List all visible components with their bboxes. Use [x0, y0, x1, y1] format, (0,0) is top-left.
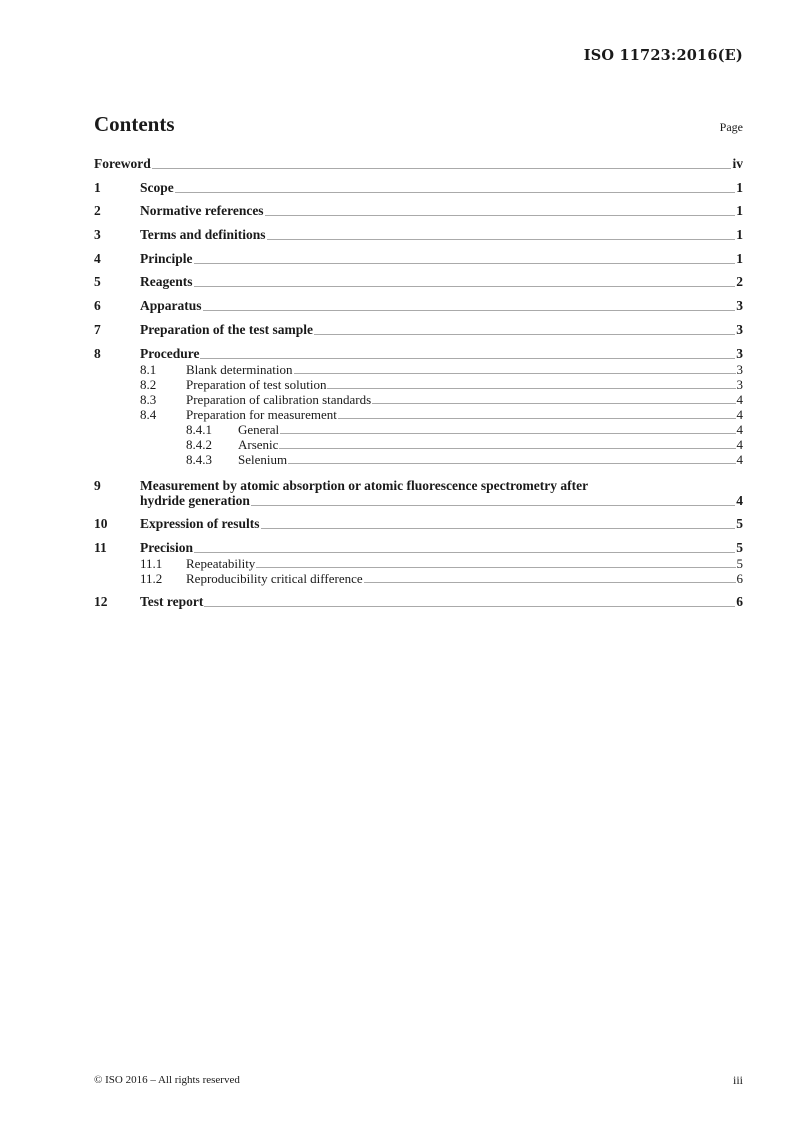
toc-entry-procedure[interactable]	[94, 346, 743, 362]
toc-entry-test-report[interactable]	[94, 594, 743, 610]
toc-title: Preparation for measurement	[186, 406, 337, 422]
toc-leader	[280, 433, 735, 434]
toc-leader	[251, 505, 735, 506]
toc-number: 8.1	[140, 361, 157, 377]
toc-page: 3	[736, 321, 743, 337]
toc-leader	[256, 567, 735, 568]
toc-leader	[194, 286, 736, 287]
toc-title-line1: Measurement by atomic absorption or atomic fluorescence spectrometry after	[140, 477, 589, 493]
toc-entry-blank-determination[interactable]	[94, 362, 743, 377]
toc-page: 4	[736, 451, 743, 467]
toc-leader	[203, 310, 736, 311]
table-of-contents	[94, 156, 743, 610]
toc-title: Test report	[140, 593, 204, 609]
toc-page: 3	[736, 345, 743, 361]
toc-title: Apparatus	[140, 298, 202, 314]
toc-entry-terms-and-definitions[interactable]	[94, 227, 743, 243]
toc-page: 3	[736, 376, 743, 392]
toc-number: 11.1	[140, 555, 163, 571]
toc-page: 6	[736, 593, 743, 609]
toc-page: 4	[736, 493, 743, 508]
toc-entry-apparatus[interactable]	[94, 298, 743, 314]
toc-number: 9	[94, 477, 101, 493]
toc-leader	[175, 192, 736, 193]
copyright-notice: © ISO 2016 – All rights reserved	[94, 1074, 240, 1086]
toc-number: 3	[94, 227, 101, 243]
toc-entry-normative-references[interactable]	[94, 203, 743, 219]
toc-entry-preparation-of-test-sample[interactable]	[94, 322, 743, 338]
toc-page: 4	[736, 391, 743, 407]
toc-title: Reproducibility critical difference	[186, 570, 363, 586]
toc-leader	[288, 463, 735, 464]
toc-leader	[364, 582, 736, 583]
toc-entry-expression-of-results[interactable]	[94, 516, 743, 532]
toc-page: 1	[736, 250, 743, 266]
toc-page: 1	[736, 203, 743, 219]
toc-leader	[294, 373, 736, 374]
toc-entry-measurement[interactable]	[94, 478, 743, 509]
toc-number: 1	[94, 179, 101, 195]
toc-page: 5	[736, 516, 743, 532]
toc-entry-selenium[interactable]	[94, 452, 743, 467]
toc-entry-preparation-of-calibration-standards[interactable]	[94, 392, 743, 407]
toc-page: 6	[736, 570, 743, 586]
toc-leader	[261, 528, 736, 529]
toc-page: 5	[736, 539, 743, 555]
toc-title: Expression of results	[140, 516, 260, 532]
toc-page: 4	[736, 421, 743, 437]
toc-title: Repeatability	[186, 555, 256, 571]
toc-number: 8.3	[140, 391, 157, 407]
toc-number: 8.4	[140, 406, 157, 422]
toc-title: Preparation of the test sample	[140, 321, 313, 337]
toc-number: 8.4.3	[186, 451, 212, 467]
toc-entry-reproducibility-critical-difference[interactable]	[94, 571, 743, 586]
toc-number: 8.2	[140, 376, 157, 392]
toc-title: Selenium	[238, 451, 288, 467]
toc-number: 10	[94, 516, 108, 532]
toc-leader	[204, 606, 735, 607]
toc-number: 6	[94, 298, 101, 314]
document-id: ISO 11723:2016(E)	[583, 47, 743, 64]
toc-number: 11.2	[140, 570, 163, 586]
toc-number: 11	[94, 539, 107, 555]
toc-page: 4	[736, 436, 743, 452]
toc-entry-general[interactable]	[94, 422, 743, 437]
toc-title: Preparation of calibration standards	[186, 391, 372, 407]
toc-leader	[152, 168, 732, 169]
toc-entry-foreword[interactable]	[94, 156, 743, 172]
toc-entry-repeatability[interactable]	[94, 556, 743, 571]
toc-title: Reagents	[140, 274, 193, 290]
toc-title: Foreword	[94, 156, 151, 171]
toc-page: 3	[736, 298, 743, 314]
toc-entry-scope[interactable]	[94, 180, 743, 196]
toc-leader	[194, 552, 735, 553]
toc-leader	[314, 334, 735, 335]
toc-page: iv	[732, 156, 743, 171]
toc-page: 1	[736, 227, 743, 243]
toc-leader	[338, 418, 736, 419]
toc-leader	[279, 448, 735, 449]
toc-title: Scope	[140, 179, 174, 195]
toc-number: 7	[94, 321, 101, 337]
toc-entry-reagents[interactable]	[94, 274, 743, 290]
toc-title: Principle	[140, 250, 193, 266]
toc-page: 5	[736, 555, 743, 571]
toc-title: Blank determination	[186, 361, 293, 377]
toc-title: General	[238, 421, 280, 437]
toc-title: Procedure	[140, 345, 200, 361]
toc-title: Terms and definitions	[140, 227, 266, 243]
toc-entry-principle[interactable]	[94, 251, 743, 267]
toc-page: 1	[736, 179, 743, 195]
toc-leader	[265, 215, 736, 216]
toc-leader	[200, 358, 735, 359]
page-title: Contents	[94, 112, 175, 136]
toc-number: 4	[94, 250, 101, 266]
toc-leader	[327, 388, 735, 389]
toc-entry-preparation-of-test-solution[interactable]	[94, 377, 743, 392]
toc-page: 4	[736, 406, 743, 422]
page-number: iii	[732, 1073, 743, 1087]
toc-entry-precision[interactable]	[94, 540, 743, 556]
toc-leader	[194, 263, 736, 264]
toc-title: Precision	[140, 539, 193, 555]
toc-number: 8	[94, 345, 101, 361]
toc-number: 8.4.2	[186, 436, 212, 452]
toc-title: Normative references	[140, 203, 264, 219]
toc-leader	[267, 239, 736, 240]
toc-number: 5	[94, 274, 101, 290]
page-column-label: Page	[719, 120, 743, 134]
toc-number: 2	[94, 203, 101, 219]
contents-header	[94, 112, 743, 142]
toc-page: 2	[736, 274, 743, 290]
toc-entry-arsenic[interactable]	[94, 437, 743, 452]
toc-entry-preparation-for-measurement[interactable]	[94, 407, 743, 422]
toc-leader	[372, 403, 735, 404]
toc-title: hydride generation	[140, 493, 250, 508]
toc-title: Preparation of test solution	[186, 376, 327, 392]
toc-number: 12	[94, 593, 108, 609]
toc-title: Arsenic	[238, 436, 279, 452]
toc-number: 8.4.1	[186, 421, 212, 437]
toc-page: 3	[736, 361, 743, 377]
